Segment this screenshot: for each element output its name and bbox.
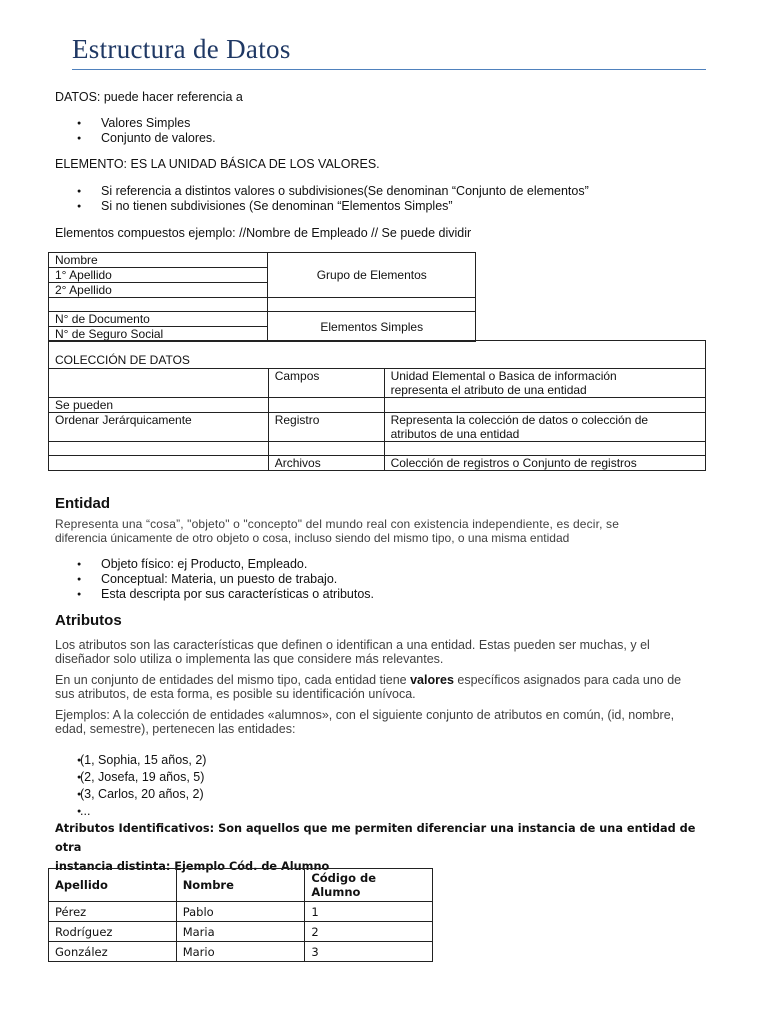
- list-item: ● Objeto físico: ej Producto, Empleado.: [55, 557, 374, 572]
- campos-desc-cell: [384, 369, 705, 398]
- table-cell: 1: [305, 902, 433, 922]
- list-item: ● Valores Simples: [55, 116, 216, 131]
- grupo-cell: Grupo de Elementos: [268, 253, 476, 298]
- table-cell: 2: [305, 922, 433, 942]
- atributos-p1-line2: diseñador solo utiliza o implementa las que considere más relevantes.: [55, 652, 444, 666]
- campos-desc-2: representa el atributo de una entidad: [390, 383, 587, 397]
- table-row: [49, 902, 433, 922]
- students-table: [48, 868, 433, 962]
- registro-desc-2: atributos de una entidad: [390, 427, 520, 441]
- campos-desc-1: Unidad Elemental o Basica de información: [390, 369, 617, 383]
- table-row: [49, 942, 433, 962]
- table-cell: Ordenar Jerárquicamente: [49, 413, 269, 442]
- campos-cell: Campos: [268, 369, 384, 398]
- table-cell: [268, 298, 476, 312]
- collection-header: COLECCIÓN DE DATOS: [49, 341, 706, 369]
- table-row: [49, 922, 433, 942]
- archivos-desc-cell: Colección de registros o Conjunto de registros: [384, 456, 705, 471]
- table-cell: N° de Seguro Social: [49, 327, 268, 342]
- list-item: ● (3, Carlos, 20 años, 2): [55, 787, 206, 804]
- p2-text-bold: valores: [410, 673, 454, 687]
- table-cell: [384, 398, 705, 413]
- list-item: ● ...: [55, 804, 206, 821]
- table-cell: [49, 369, 269, 398]
- atributos-p2-line1: [55, 673, 681, 687]
- table-cell: [384, 442, 705, 456]
- table-cell: Rodríguez: [49, 922, 177, 942]
- registro-cell: Registro: [268, 413, 384, 442]
- table-cell: [268, 442, 384, 456]
- table-cell: N° de Documento: [49, 312, 268, 327]
- table-cell: Pérez: [49, 902, 177, 922]
- table-cell: Se pueden: [49, 398, 269, 413]
- list-item: ● Conceptual: Materia, un puesto de trabajo.: [55, 572, 374, 587]
- entities-list: [55, 753, 206, 821]
- table-cell: Mario: [176, 942, 305, 962]
- header-cell: Nombre: [176, 869, 305, 902]
- entidad-heading: Entidad: [55, 495, 110, 512]
- elements-table: [48, 252, 476, 342]
- registro-desc-cell: [384, 413, 705, 442]
- compuestos-line: Elementos compuestos ejemplo: //Nombre de Empleado // Se puede dividir: [55, 226, 472, 240]
- archivos-cell: Archivos: [268, 456, 384, 471]
- collection-table: [48, 340, 706, 471]
- table-header-row: [49, 869, 433, 902]
- table-cell: [49, 456, 269, 471]
- table-cell: [268, 398, 384, 413]
- table-cell: 3: [305, 942, 433, 962]
- atributos-p3-line1: Ejemplos: A la colección de entidades «alumnos», con el siguiente conjunto de atributos en común, (id, nombre,: [55, 708, 675, 722]
- atributos-p3-line2: edad, semestre), pertenecen las entidades:: [55, 722, 296, 736]
- p2-text-a: En un conjunto de entidades del mismo tipo, cada entidad tiene: [55, 673, 411, 687]
- table-cell: Nombre: [49, 253, 268, 268]
- identificativos-line-1: Atributos Identificativos: Son aquellos que me permiten diferenciar una instancia de una entidad de otra: [55, 822, 696, 854]
- table-cell: Maria: [176, 922, 305, 942]
- entidad-line-2: diferencia únicamente de otro objeto o cosa, incluso siendo del mismo tipo, o una misma entidad: [55, 531, 570, 545]
- atributos-p1-line1: Los atributos son las características que definen o identifican a una entidad. Estas pueden ser muchas, y el: [55, 638, 650, 652]
- datos-list: [55, 116, 216, 146]
- table-cell: González: [49, 942, 177, 962]
- header-cell: Apellido: [49, 869, 177, 902]
- elemento-list: [55, 184, 589, 214]
- table-cell: 1° Apellido: [49, 268, 268, 283]
- list-item: ● Si referencia a distintos valores o subdivisiones(Se denominan “Conjunto de elementos”: [55, 184, 589, 199]
- list-item: ● Conjunto de valores.: [55, 131, 216, 146]
- p2-text-c: específicos asignados para cada uno de: [453, 673, 682, 687]
- atributos-heading: Atributos: [55, 612, 122, 629]
- table-cell: Pablo: [176, 902, 305, 922]
- simples-cell: Elementos Simples: [268, 312, 476, 342]
- list-item: ● (2, Josefa, 19 años, 5): [55, 770, 206, 787]
- atributos-p2-line2: sus atributos, de esta forma, es posible su identificación unívoca.: [55, 687, 416, 701]
- table-cell: [49, 298, 268, 312]
- list-item: ● Si no tienen subdivisiones (Se denominan “Elementos Simples”: [55, 199, 589, 214]
- page-title: Estructura de Datos: [72, 34, 291, 64]
- elemento-intro: ELEMENTO: ES LA UNIDAD BÁSICA DE LOS VALORES.: [55, 157, 380, 171]
- table-cell: 2° Apellido: [49, 283, 268, 298]
- title-rule: [72, 69, 706, 70]
- registro-desc-1: Representa la colección de datos o colección de: [390, 413, 649, 427]
- entidad-line-1: Representa una “cosa”, "objeto" o "concepto" del mundo real con existencia independiente, es decir, se: [55, 517, 620, 531]
- list-item: ● (1, Sophia, 15 años, 2): [55, 753, 206, 770]
- identificativos-line-2: instancia distinta: Ejemplo Cód. de Alumno: [55, 860, 330, 873]
- table-cell: [49, 442, 269, 456]
- header-cell: Código de Alumno: [305, 869, 433, 902]
- entidad-list: [55, 557, 374, 602]
- list-item: ● Esta descripta por sus características o atributos.: [55, 587, 374, 602]
- datos-intro: DATOS: puede hacer referencia a: [55, 90, 243, 104]
